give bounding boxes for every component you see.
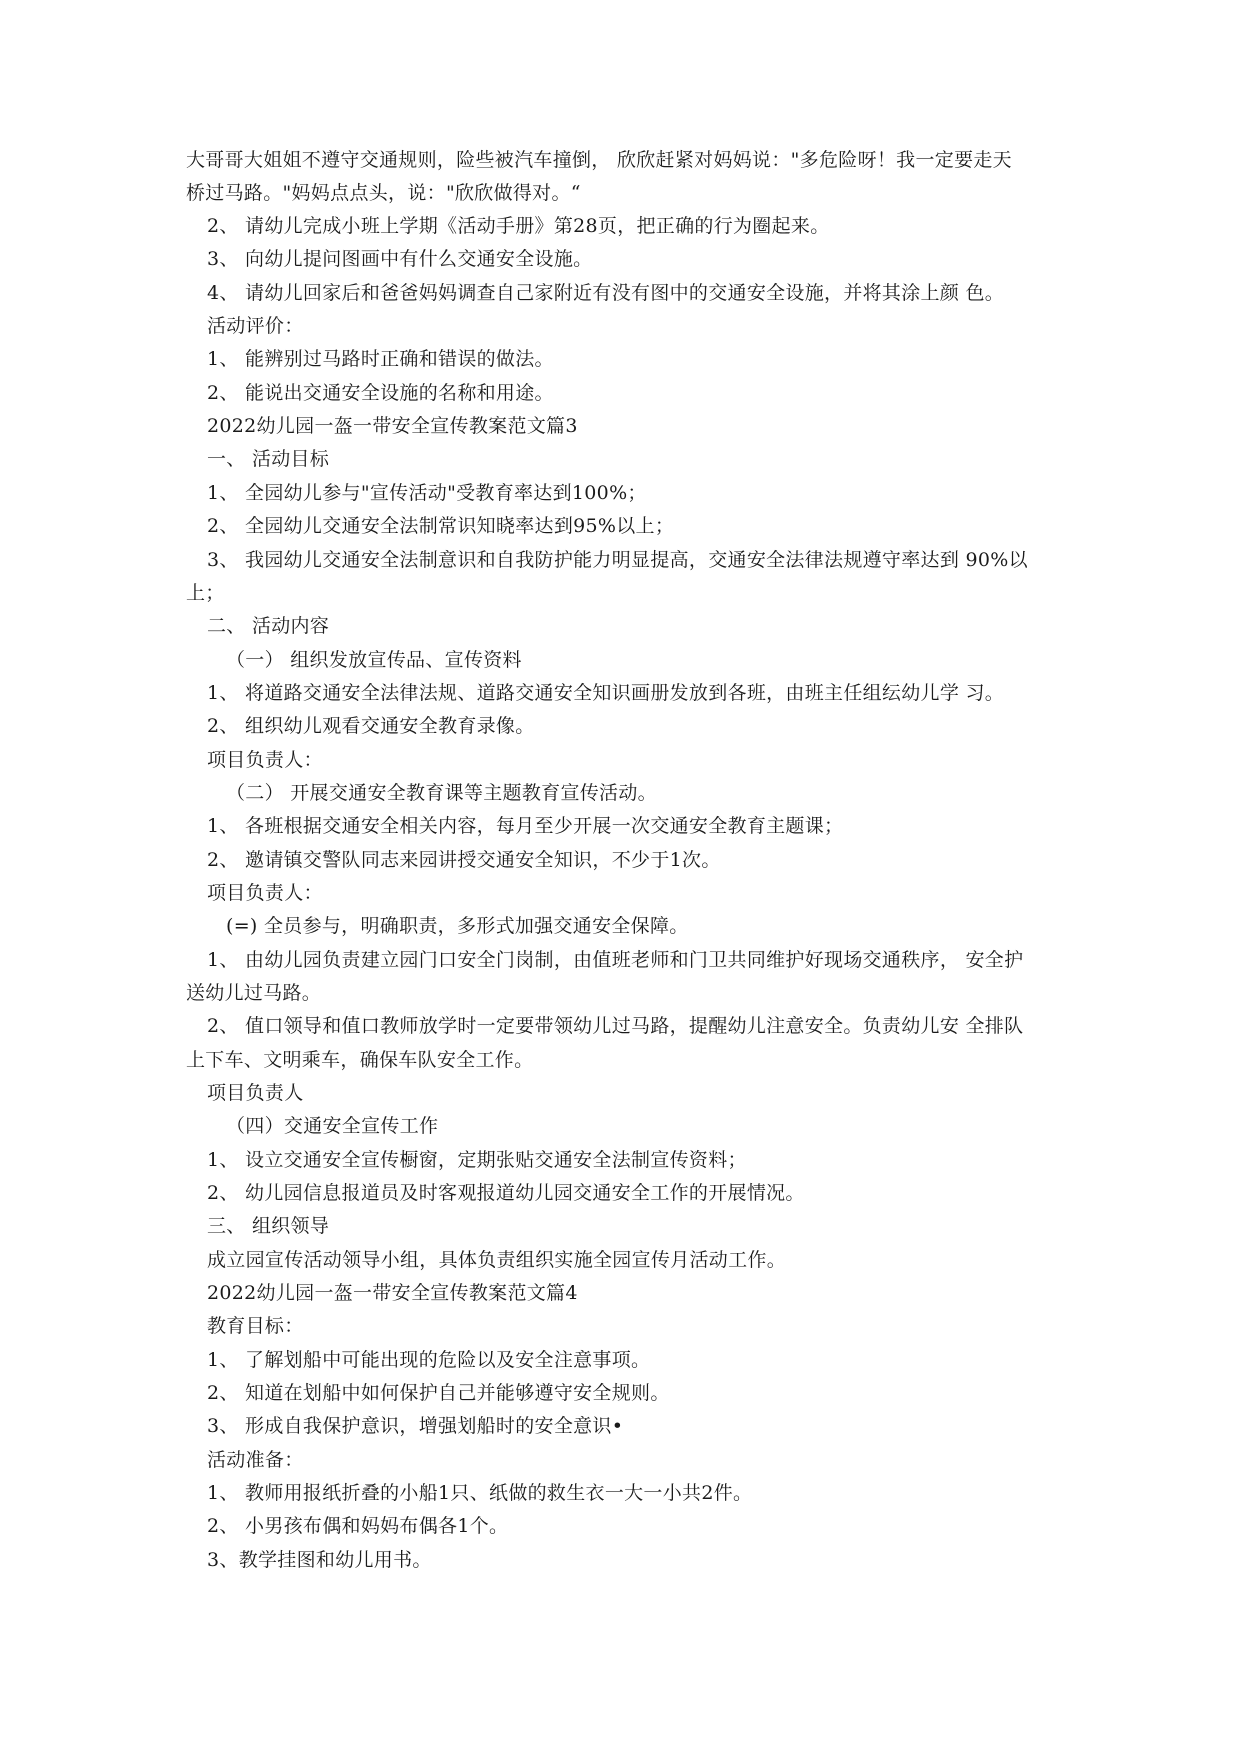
text-line: 1、 各班根据交通安全相关内容，每月至少开展一次交通安全教育主题课； (207, 815, 844, 837)
text-line: 教育目标： (207, 1315, 304, 1337)
text-line: （四）交通安全宣传工作 (226, 1115, 439, 1137)
text-line: 二、 活动内容 (207, 615, 330, 637)
text-line: 活动评价： (207, 315, 304, 337)
text-line: 成立园宣传活动领导小组，具体负责组织实施全园宣传月活动工作。 (207, 1249, 787, 1271)
text-line: 2、 邀请镇交警队同志来园讲授交通安全知识，不少于1次。 (207, 849, 721, 871)
text-line: 项目负责人 (207, 1082, 304, 1104)
text-line: 桥过马路。"妈妈点点头，说："欣欣做得对。“ (186, 182, 581, 204)
section-heading: 2022幼儿园一盔一带安全宣传教案范文篇4 (207, 1282, 578, 1304)
text-line: 大哥哥大姐姐不遵守交通规则，险些被汽车撞倒， 欣欣赶紧对妈妈说："多危险呀！我一定要走天 (186, 149, 1012, 171)
text-line: 1、 由幼儿园负责建立园门口安全门岗制，由值班老师和门卫共同维护好现场交通秩序， 安全护 (207, 949, 1024, 971)
text-line: 2、 请幼儿完成小班上学期《活动手册》第28页，把正确的行为圈起来。 (207, 215, 830, 237)
text-line: 4、 请幼儿回家后和爸爸妈妈调查自己家附近有没有图中的交通安全设施，并将其涂上颜 色。 (207, 282, 1005, 304)
text-line: 2、 能说出交通安全设施的名称和用途。 (207, 382, 554, 404)
text-line: 一、 活动目标 (207, 448, 330, 470)
text-line: （一） 组织发放宣传品、宣传资料 (226, 649, 522, 671)
text-line: 1、 将道路交通安全法律法规、道路交通安全知识画册发放到各班，由班主任组纭幼儿学 习。 (207, 682, 1005, 704)
text-line: 2、 幼儿园信息报道员及时客观报道幼儿园交通安全工作的开展情况。 (207, 1182, 805, 1204)
text-line: 1、 了解划船中可能出现的危险以及安全注意事项。 (207, 1349, 651, 1371)
text-line: 项目负责人： (207, 882, 323, 904)
text-line: 上下车、文明乘车，确保车队安全工作。 (186, 1049, 534, 1071)
text-line: 上； (186, 582, 225, 604)
text-line: (=) 全员参与，明确职责，多形式加强交通安全保障。 (226, 915, 689, 937)
text-line: 1、 全园幼儿参与"宣传活动"受教育率达到100%； (207, 482, 647, 504)
text-line: 2、 值口领导和值口教师放学时一定要带领幼儿过马路，提醒幼儿注意安全。负责幼儿安 全排队 (207, 1015, 1024, 1037)
text-line: 3、 形成自我保护意识，增强划船时的安全意识• (207, 1415, 624, 1437)
text-line: 3、 我园幼儿交通安全法制意识和自我防护能力明显提高，交通安全法律法规遵守率达到 90%以 (207, 549, 1028, 571)
text-line: 送幼儿过马路。 (186, 982, 322, 1004)
text-line: 3、 向幼儿提问图画中有什么交通安全设施。 (207, 248, 593, 270)
section-heading: 2022幼儿园一盔一带安全宣传教案范文篇3 (207, 415, 578, 437)
text-line: 1、 教师用报纸折叠的小船1只、纸做的救生衣一大一小共2件。 (207, 1482, 753, 1504)
text-line: （二） 开展交通安全教育课等主题教育宣传活动。 (226, 782, 657, 804)
text-line: 三、 组织领导 (207, 1215, 330, 1237)
text-line: 2、 组织幼儿观看交通安全教育录像。 (207, 715, 535, 737)
text-line: 1、 设立交通安全宣传橱窗，定期张贴交通安全法制宣传资料； (207, 1149, 747, 1171)
text-line: 2、 小男孩布偶和妈妈布偶各1个。 (207, 1515, 509, 1537)
text-line: 1、 能辨别过马路时正确和错误的做法。 (207, 348, 554, 370)
text-line: 2、 全园幼儿交通安全法制常识知晓率达到95%以上； (207, 515, 675, 537)
text-line: 3、教学挂图和幼儿用书。 (207, 1549, 432, 1571)
text-line: 2、 知道在划船中如何保护自己并能够遵守安全规则。 (207, 1382, 670, 1404)
text-line: 活动准备： (207, 1449, 304, 1471)
text-line: 项目负责人： (207, 749, 323, 771)
